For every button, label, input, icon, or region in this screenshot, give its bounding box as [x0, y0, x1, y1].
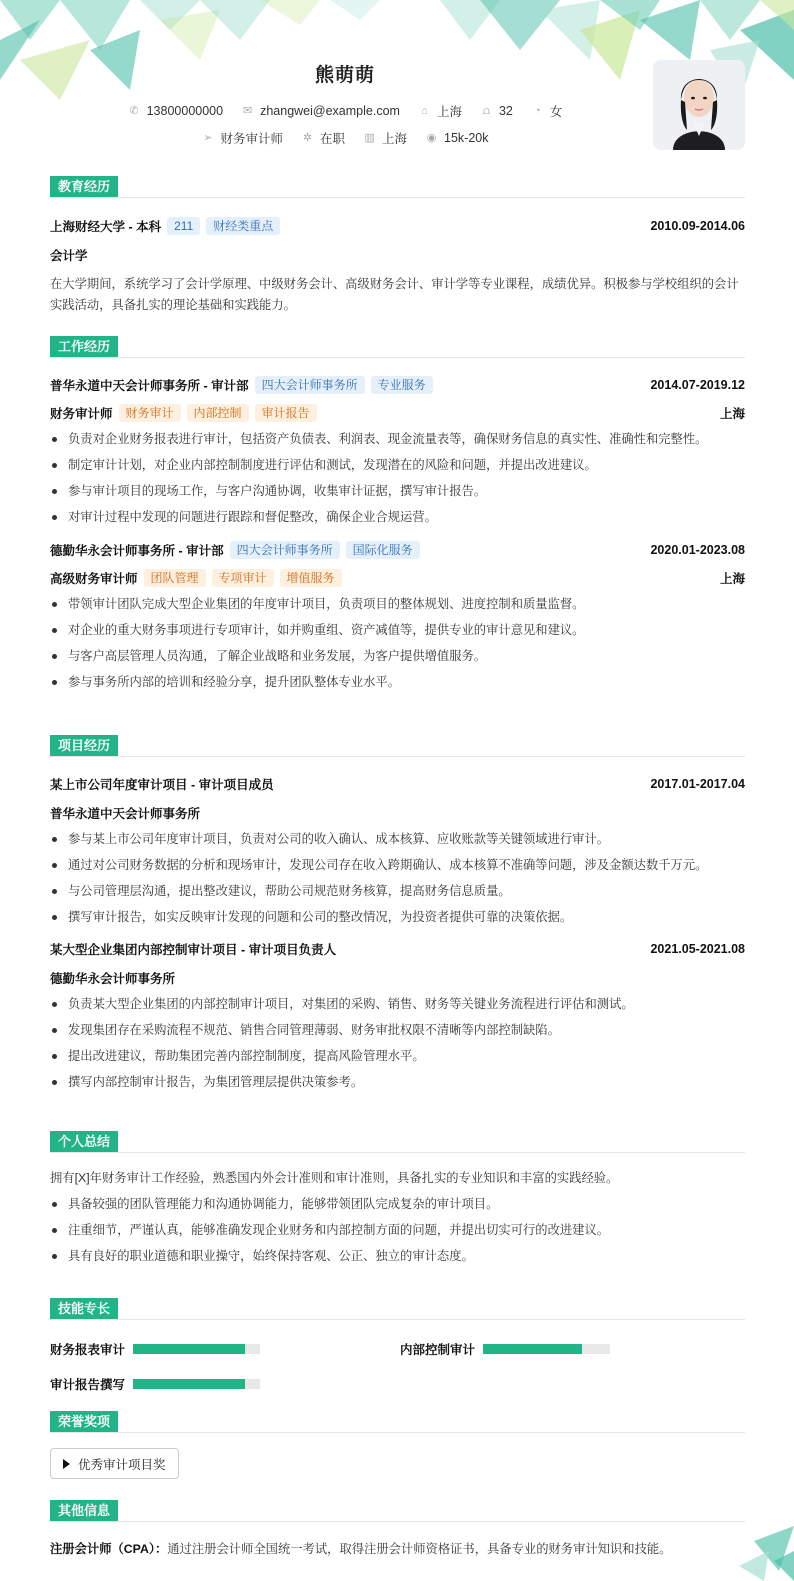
skill-bar — [133, 1379, 260, 1389]
location: 上海 — [719, 407, 745, 421]
section-header — [50, 1298, 745, 1320]
tag: 专业服务 — [371, 376, 433, 394]
status-text: 在职 — [320, 132, 346, 146]
list-item: 具有良好的职业道德和职业操守，始终保持客观、公正、独立的审计态度。 — [50, 1243, 745, 1269]
award-name: 优秀审计项目奖 — [78, 1457, 166, 1472]
work-city-text: 上海 — [382, 132, 408, 146]
award-item[interactable] — [50, 1448, 179, 1479]
other-text: 通过注册会计师全国统一考试，取得注册会计师资格证书，具备专业的财务审计知识和技能。 — [167, 1542, 672, 1556]
status-info — [301, 129, 345, 147]
honors-section — [50, 1411, 745, 1491]
profile-photo — [653, 60, 745, 150]
section-title: 其他信息 — [50, 1500, 118, 1521]
tag: 内部控制 — [187, 404, 249, 422]
tag: 四大会计师事务所 — [255, 376, 365, 394]
section-header — [50, 336, 745, 358]
list-item: 负责某大型企业集团的内部控制审计项目，对集团的采购、销售、财务等关键业务流程进行评估和测试。 — [50, 991, 745, 1017]
job-role: 高级财务审计师 — [50, 572, 138, 586]
list-item: 与客户高层管理人员沟通，了解企业战略和业务发展，为客户提供增值服务。 — [50, 643, 745, 669]
project-name: 某上市公司年度审计项目 - 审计项目成员 — [50, 778, 274, 792]
tag: 团队管理 — [144, 569, 206, 587]
education-section — [50, 176, 745, 316]
tag: 审计报告 — [255, 404, 317, 422]
section-title: 教育经历 — [50, 176, 118, 197]
list-item: 对审计过程中发现的问题进行跟踪和督促整改，确保企业合规运营。 — [50, 504, 745, 530]
tag: 国际化服务 — [346, 541, 420, 559]
avatar — [653, 60, 745, 150]
skill-bar — [133, 1344, 260, 1354]
summary-section — [50, 1131, 745, 1269]
section-header — [50, 1500, 745, 1522]
cake-icon: ⩍ — [482, 104, 491, 117]
tag: 四大会计师事务所 — [230, 541, 340, 559]
other-label: 注册会计师（CPA）： — [50, 1542, 168, 1556]
work-city-info — [363, 129, 407, 147]
list-item: 发现集团存在采购流程不规范、销售合同管理薄弱、财务审批权限不清晰等内部控制缺陷。 — [50, 1017, 745, 1043]
company-name: 德勤华永会计师事务所 - 审计部 — [50, 544, 224, 558]
age-info — [480, 104, 513, 118]
list-item: 负责对企业财务报表进行审计，包括资产负债表、利润表、现金流量表等，确保财务信息的真实性、准确性和完整性。 — [50, 426, 745, 452]
status-icon: ✲ — [302, 131, 313, 144]
job-text: 财务审计师 — [220, 132, 283, 146]
location: 上海 — [719, 572, 745, 586]
city-info — [418, 102, 462, 120]
skill-bar-fill — [133, 1379, 245, 1389]
date: 2010.09-2014.06 — [650, 219, 745, 233]
list-item: 参与审计项目的现场工作，与客户沟通协调，收集审计证据，撰写审计报告。 — [50, 478, 745, 504]
coin-icon: ◉ — [426, 131, 437, 144]
list-item: 通过对公司财务数据的分析和现场审计，发现公司存在收入跨期确认、成本核算不准确等问题，涉及金额达数千万元。 — [50, 852, 745, 878]
section-header — [50, 176, 745, 198]
education-description: 在大学期间，系统学习了会计学原理、中级财务会计、高级财务会计、审计学等专业课程，成绩优异。积极参与学校组织的会计实践活动，具备扎实的理论基础和实践能力。 — [50, 277, 739, 312]
mail-icon: ✉ — [242, 104, 253, 117]
list-item: 提出改进建议，帮助集团完善内部控制制度，提高风险管理水平。 — [50, 1043, 745, 1069]
skill-item — [50, 1340, 260, 1358]
skill-bar-fill — [133, 1344, 245, 1354]
project-org: 普华永道中天会计师事务所 — [50, 807, 201, 821]
gender-info — [531, 102, 563, 120]
phone-info — [128, 104, 223, 118]
school-name: 上海财经大学 - 本科 — [50, 220, 162, 234]
skill-name: 财务报表审计 — [50, 1343, 126, 1357]
list-item: 带领审计团队完成大型企业集团的年度审计项目，负责项目的整体规划、进度控制和质量监督。 — [50, 591, 745, 617]
work-item — [50, 541, 745, 695]
caret-right-icon — [63, 1459, 70, 1469]
tag: 增值服务 — [280, 569, 342, 587]
footer-decoration — [734, 1521, 794, 1581]
contact-row — [0, 102, 690, 120]
tag: 211 — [167, 217, 200, 235]
section-title: 个人总结 — [50, 1131, 118, 1152]
job-role: 财务审计师 — [50, 407, 113, 421]
major: 会计学 — [50, 249, 88, 263]
list-item: 撰写内部控制审计报告，为集团管理层提供决策参考。 — [50, 1069, 745, 1095]
phone-text: 13800000000 — [146, 104, 224, 118]
list-item: 与公司管理层沟通，提出整改建议，帮助公司规范财务核算，提高财务信息质量。 — [50, 878, 745, 904]
job-info — [201, 129, 283, 147]
skill-item — [50, 1375, 260, 1393]
list-item: 参与某上市公司年度审计项目，负责对公司的收入确认、成本核算、应收账款等关键领域进行审计。 — [50, 826, 745, 852]
salary-info — [425, 131, 488, 145]
job-row — [0, 129, 690, 147]
section-title: 工作经历 — [50, 336, 118, 357]
salary-text: 15k-20k — [444, 131, 489, 145]
date: 2014.07-2019.12 — [650, 378, 745, 392]
age-text: 32 — [498, 104, 513, 118]
summary-intro: 拥有[X]年财务审计工作经验，熟悉国内外会计准则和审计准则，具备扎实的专业知识和丰富的实践经验。 — [50, 1171, 619, 1185]
phone-icon: ✆ — [129, 104, 139, 117]
city-text: 上海 — [436, 105, 462, 119]
candidate-name: 熊萌萌 — [314, 65, 375, 86]
skill-name: 审计报告撰写 — [50, 1378, 126, 1392]
project-org: 德勤华永会计师事务所 — [50, 972, 176, 986]
email-text: zhangwei@example.com — [260, 104, 400, 118]
tag: 专项审计 — [212, 569, 274, 587]
list-item: 注重细节，严谨认真，能够准确发现企业财务和内部控制方面的问题，并提出切实可行的改进建议。 — [50, 1217, 745, 1243]
project-name: 某大型企业集团内部控制审计项目 - 审计项目负责人 — [50, 943, 337, 957]
section-header — [50, 1411, 745, 1433]
date: 2021.05-2021.08 — [650, 942, 745, 956]
email-info — [241, 104, 400, 118]
education-row — [50, 217, 745, 235]
project-item — [50, 775, 745, 930]
gender-text: 女 — [549, 105, 563, 119]
skill-item — [400, 1340, 610, 1358]
projects-section — [50, 735, 745, 1095]
section-header — [50, 735, 745, 757]
date: 2017.01-2017.04 — [650, 777, 745, 791]
home-icon: ⌂ — [421, 104, 428, 117]
list-item: 对企业的重大财务事项进行专项审计，如并购重组、资产减值等，提供专业的审计意见和建议。 — [50, 617, 745, 643]
skill-bar — [483, 1344, 610, 1354]
date: 2020.01-2023.08 — [650, 543, 745, 557]
send-icon: ➢ — [203, 131, 213, 144]
list-item: 具备较强的团队管理能力和沟通协调能力，能够带领团队完成复杂的审计项目。 — [50, 1191, 745, 1217]
skill-bar-fill — [483, 1344, 582, 1354]
list-item: 撰写审计报告，如实反映审计发现的问题和公司的整改情况，为投资者提供可靠的决策依据。 — [50, 904, 745, 930]
gender-icon: ◔ — [534, 104, 541, 117]
building-icon: ▥ — [364, 131, 375, 144]
other-section — [50, 1500, 745, 1557]
company-name: 普华永道中天会计师事务所 - 审计部 — [50, 379, 249, 393]
project-item — [50, 940, 745, 1095]
section-title: 荣誉奖项 — [50, 1411, 118, 1432]
section-header — [50, 1131, 745, 1153]
list-item: 参与事务所内部的培训和经验分享，提升团队整体专业水平。 — [50, 669, 745, 695]
section-title: 技能专长 — [50, 1298, 118, 1319]
skill-name: 内部控制审计 — [400, 1343, 476, 1357]
section-title: 项目经历 — [50, 735, 118, 756]
work-section — [50, 336, 745, 695]
skills-section — [50, 1298, 745, 1398]
tag: 财务审计 — [119, 404, 181, 422]
list-item: 制定审计计划，对企业内部控制制度进行评估和测试，发现潜在的风险和问题，并提出改进建议。 — [50, 452, 745, 478]
work-item — [50, 376, 745, 530]
tag: 财经类重点 — [206, 217, 280, 235]
